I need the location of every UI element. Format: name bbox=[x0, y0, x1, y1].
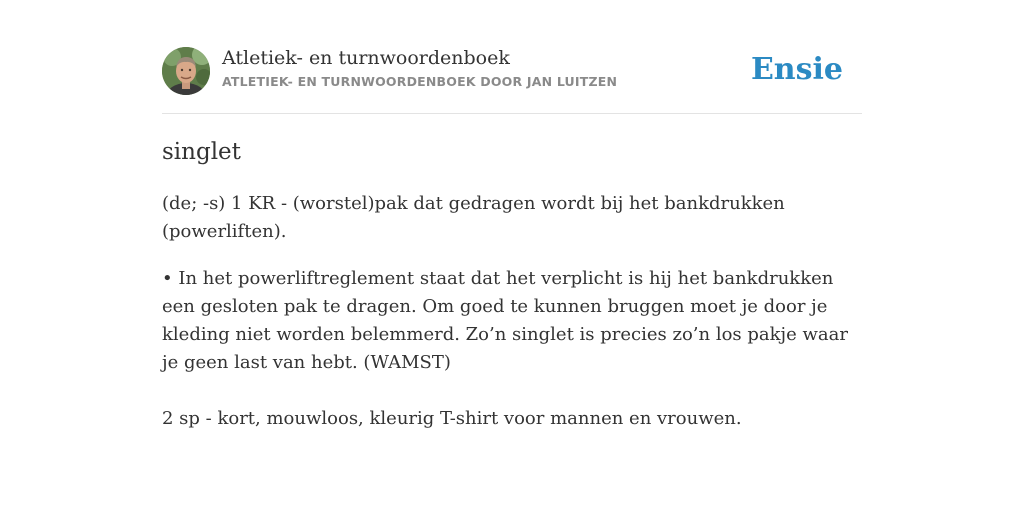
dictionary-titles bbox=[222, 46, 617, 89]
author-avatar[interactable] bbox=[162, 47, 210, 95]
example-quote: • In het powerliftreglement staat dat het verplicht is hij het bankdrukken een gesloten pak te dragen. Om goed te kunnen bruggen moet je door je kleding niet worden belemmerd. Zo’n singlet is precies zo’n los pakje waar je geen last van hebt. (WAMST) bbox=[162, 268, 848, 373]
brand-logo[interactable]: Ensie bbox=[750, 52, 843, 87]
dictionary-subtitle[interactable]: ATLETIEK- EN TURNWOORDENBOEK DOOR JAN LUITZEN bbox=[222, 74, 618, 89]
entry-body bbox=[162, 190, 862, 433]
header-divider bbox=[162, 113, 862, 114]
definition-1: (de; -s) 1 KR - (worstel)pak dat gedragen wordt bij het bankdrukken (powerliften). bbox=[162, 193, 785, 242]
dictionary-title[interactable]: Atletiek- en turnwoordenboek bbox=[222, 47, 510, 69]
entry-card bbox=[162, 0, 862, 512]
entry-word: singlet bbox=[162, 139, 241, 165]
dictionary-header bbox=[162, 46, 862, 96]
avatar-portrait-icon bbox=[162, 47, 210, 95]
definition-2: 2 sp - kort, mouwloos, kleurig T-shirt voor mannen en vrouwen. bbox=[162, 408, 742, 429]
